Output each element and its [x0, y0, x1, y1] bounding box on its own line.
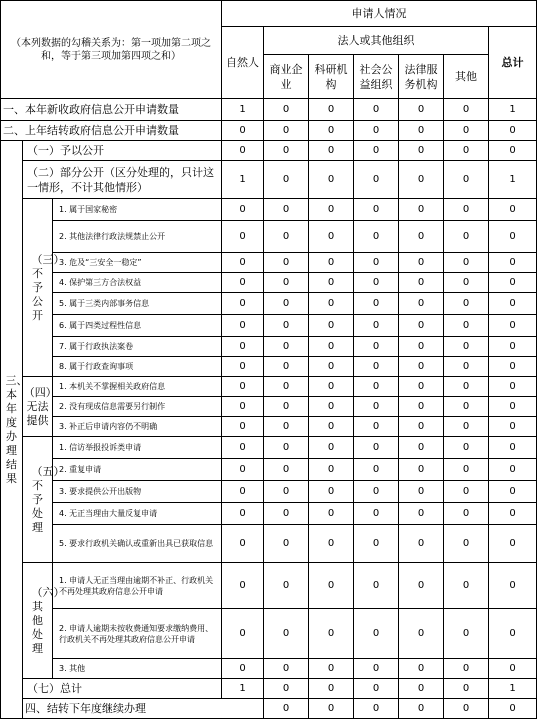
other-handling-item-row [1, 609, 537, 659]
value-cell: 0 [309, 315, 354, 337]
value-cell: 0 [444, 293, 489, 315]
item-label: 4. 保护第三方合法权益 [53, 273, 222, 293]
subtotal-row [1, 679, 537, 699]
value-cell: 0 [309, 199, 354, 221]
value-cell: 0 [489, 481, 537, 503]
value-cell: 0 [444, 437, 489, 459]
value-cell: 0 [444, 99, 489, 121]
row-label: （二）部分公开（区分处理的，只计这一情形，不计其他情形） [23, 161, 222, 199]
value-cell: 0 [264, 377, 309, 397]
value-cell: 0 [399, 503, 444, 525]
item-label: 2. 没有现成信息需要另行制作 [53, 397, 222, 417]
item-label: 7. 属于行政执法案卷 [53, 337, 222, 357]
not-handled-group-label [23, 437, 65, 563]
item-label: 6. 属于四类过程性信息 [53, 315, 222, 337]
value-cell: 0 [264, 293, 309, 315]
not-open-group-label [23, 199, 65, 377]
not-open-item-row [1, 221, 537, 253]
value-cell: 0 [444, 199, 489, 221]
value-cell: 0 [399, 337, 444, 357]
value-cell: 0 [354, 397, 399, 417]
value-cell: 0 [399, 199, 444, 221]
not-handled-item-row [1, 459, 537, 481]
applicant-header: 申请人情况 [222, 1, 537, 27]
not-handled-item-row [1, 503, 537, 525]
value-cell: 0 [309, 397, 354, 417]
value-cell: 0 [309, 99, 354, 121]
value-cell: 0 [399, 315, 444, 337]
row-label: 四、结转下年度继续办理 [23, 699, 264, 719]
row-label: （一）予以公开 [23, 141, 222, 161]
value-cell: 0 [444, 699, 489, 719]
item-label: 8. 属于行政查询事项 [53, 357, 222, 377]
value-cell: 0 [222, 525, 264, 563]
value-cell: 0 [354, 357, 399, 377]
value-cell: 0 [354, 199, 399, 221]
value-cell: 0 [309, 273, 354, 293]
value-cell: 0 [264, 315, 309, 337]
value-cell: 0 [399, 99, 444, 121]
not-handled-group-label-text: （五）不予处理 [31, 464, 65, 534]
value-cell: 0 [222, 503, 264, 525]
item-label: 1. 申请人无正当理由逾期不补正、行政机关不再处理其政府信息公开申请 [53, 563, 222, 609]
value-cell: 0 [444, 659, 489, 679]
not-open-item-row [1, 357, 537, 377]
value-cell: 0 [444, 459, 489, 481]
value-cell: 0 [399, 253, 444, 273]
value-cell: 0 [444, 253, 489, 273]
value-cell: 0 [354, 563, 399, 609]
legal-group-header: 法人或其他组织 [264, 27, 489, 55]
value-cell: 0 [444, 315, 489, 337]
value-cell: 0 [489, 659, 537, 679]
value-cell: 0 [489, 121, 537, 141]
value-cell: 0 [354, 481, 399, 503]
value-cell: 0 [354, 221, 399, 253]
value-cell: 0 [354, 679, 399, 699]
value-cell: 0 [222, 221, 264, 253]
value-cell: 0 [489, 141, 537, 161]
item-label: 2. 申请人逾期未按收费通知要求缴纳费用、行政机关不再处理其政府信息公开申请 [53, 609, 222, 659]
value-cell: 0 [264, 609, 309, 659]
value-cell: 0 [489, 417, 537, 437]
value-cell: 0 [264, 503, 309, 525]
value-cell: 0 [444, 121, 489, 141]
legal-service-header: 法律服务机构 [399, 55, 444, 99]
social-welfare-header: 社会公益组织 [354, 55, 399, 99]
value-cell: 0 [222, 659, 264, 679]
value-cell: 0 [354, 273, 399, 293]
value-cell: 0 [264, 481, 309, 503]
value-cell: 0 [222, 609, 264, 659]
value-cell: 1 [222, 99, 264, 121]
value-cell: 0 [489, 563, 537, 609]
value-cell: 0 [264, 525, 309, 563]
value-cell: 0 [354, 525, 399, 563]
value-cell: 0 [354, 417, 399, 437]
value-cell: 0 [399, 121, 444, 141]
value-cell: 0 [489, 525, 537, 563]
value-cell: 0 [399, 481, 444, 503]
value-cell: 0 [222, 315, 264, 337]
value-cell: 0 [264, 141, 309, 161]
value-cell: 0 [444, 141, 489, 161]
cannot-provide-item-row [1, 397, 537, 417]
not-handled-item-row [1, 525, 537, 563]
value-cell: 0 [309, 659, 354, 679]
value-cell: 0 [222, 253, 264, 273]
value-cell: 0 [309, 357, 354, 377]
value-cell: 0 [399, 525, 444, 563]
value-cell: 1 [489, 679, 537, 699]
value-cell: 0 [309, 437, 354, 459]
value-cell: 0 [309, 699, 354, 719]
value-cell: 0 [222, 437, 264, 459]
value-cell: 0 [264, 337, 309, 357]
value-cell: 0 [309, 609, 354, 659]
item-label: 4. 无正当理由大量反复申请 [53, 503, 222, 525]
value-cell: 0 [354, 253, 399, 273]
value-cell: 0 [264, 699, 309, 719]
column-relationship-note: （本列数据的勾稽关系为：第一项加第二项之和，等于第三项加第四项之和） [1, 1, 222, 99]
item-label: 3. 其他 [53, 659, 222, 679]
value-cell: 0 [399, 659, 444, 679]
value-cell: 0 [264, 99, 309, 121]
value-cell: 0 [354, 699, 399, 719]
value-cell: 0 [399, 609, 444, 659]
value-cell: 0 [354, 141, 399, 161]
value-cell: 0 [309, 417, 354, 437]
value-cell: 0 [309, 141, 354, 161]
value-cell: 0 [444, 357, 489, 377]
value-cell: 0 [399, 293, 444, 315]
value-cell: 0 [444, 609, 489, 659]
value-cell: 0 [222, 273, 264, 293]
value-cell: 0 [264, 273, 309, 293]
row-label: 一、本年新收政府信息公开申请数量 [1, 99, 222, 121]
other-handling-item-row [1, 659, 537, 679]
value-cell: 0 [489, 253, 537, 273]
value-cell: 0 [309, 503, 354, 525]
value-cell: 0 [489, 609, 537, 659]
value-cell: 0 [264, 161, 309, 199]
row-label: （七）总计 [23, 679, 222, 699]
value-cell: 0 [309, 253, 354, 273]
value-cell: 0 [222, 563, 264, 609]
value-cell: 0 [489, 293, 537, 315]
value-cell: 0 [354, 99, 399, 121]
value-cell: 0 [222, 397, 264, 417]
value-cell: 0 [354, 377, 399, 397]
item-label: 2. 重复申请 [53, 459, 222, 481]
value-cell: 0 [264, 253, 309, 273]
value-cell: 0 [399, 437, 444, 459]
value-cell: 0 [309, 337, 354, 357]
value-cell: 0 [489, 357, 537, 377]
value-cell: 0 [264, 397, 309, 417]
value-cell: 0 [264, 357, 309, 377]
value-cell: 0 [222, 459, 264, 481]
not-open-group-label-text: （三）不予公开 [31, 252, 65, 322]
value-cell: 0 [399, 273, 444, 293]
value-cell: 0 [399, 357, 444, 377]
value-cell: 0 [399, 397, 444, 417]
other-handling-group-label [23, 563, 65, 679]
value-cell: 0 [354, 337, 399, 357]
value-cell: 0 [444, 503, 489, 525]
value-cell: 0 [354, 459, 399, 481]
value-cell: 0 [444, 397, 489, 417]
value-cell: 0 [444, 417, 489, 437]
cannot-provide-item-row [1, 377, 537, 397]
value-cell: 0 [489, 397, 537, 417]
not-open-item-row [1, 293, 537, 315]
value-cell: 0 [444, 563, 489, 609]
value-cell: 0 [399, 459, 444, 481]
value-cell: 0 [222, 293, 264, 315]
natural-person-header: 自然人 [222, 27, 264, 99]
total-header: 总计 [489, 27, 537, 99]
value-cell: 0 [309, 161, 354, 199]
value-cell: 0 [489, 437, 537, 459]
value-cell: 0 [354, 503, 399, 525]
value-cell: 0 [264, 221, 309, 253]
value-cell: 0 [444, 273, 489, 293]
value-cell: 0 [399, 563, 444, 609]
value-cell: 0 [489, 377, 537, 397]
open-row [1, 141, 537, 161]
cannot-provide-item-row [1, 417, 537, 437]
value-cell: 0 [354, 609, 399, 659]
research-header: 科研机构 [309, 55, 354, 99]
item-label: 1. 本机关不掌握相关政府信息 [53, 377, 222, 397]
value-cell: 0 [489, 315, 537, 337]
value-cell: 0 [222, 121, 264, 141]
not-open-item-row [1, 273, 537, 293]
not-open-item-row [1, 199, 537, 221]
value-cell: 0 [264, 659, 309, 679]
results-section-label [1, 141, 28, 719]
value-cell: 0 [264, 437, 309, 459]
not-open-item-row [1, 315, 537, 337]
partial-open-row [1, 161, 537, 199]
item-label: 1. 属于国家秘密 [53, 199, 222, 221]
value-cell: 0 [222, 377, 264, 397]
value-cell: 0 [444, 221, 489, 253]
value-cell: 0 [222, 357, 264, 377]
value-cell: 0 [222, 199, 264, 221]
item-label: 2. 其他法律行政法规禁止公开 [53, 221, 222, 253]
other-handling-item-row [1, 563, 537, 609]
value-cell: 0 [222, 417, 264, 437]
value-cell: 0 [489, 699, 537, 719]
value-cell: 0 [222, 141, 264, 161]
value-cell: 0 [309, 293, 354, 315]
value-cell: 0 [309, 221, 354, 253]
value-cell: 0 [444, 337, 489, 357]
not-handled-item-row [1, 481, 537, 503]
other-handling-group-label-text: （六）其他处理 [31, 585, 65, 655]
item-label: 5. 要求行政机关确认或重新出具已获取信息 [53, 525, 222, 563]
value-cell: 0 [399, 161, 444, 199]
new-applications-row [1, 99, 537, 121]
value-cell: 0 [264, 417, 309, 437]
value-cell: 0 [489, 337, 537, 357]
value-cell: 0 [489, 503, 537, 525]
value-cell: 0 [444, 679, 489, 699]
value-cell: 0 [354, 315, 399, 337]
carryover-applications-row [1, 121, 537, 141]
not-open-item-row [1, 253, 537, 273]
value-cell: 0 [222, 481, 264, 503]
value-cell: 0 [444, 377, 489, 397]
value-cell: 0 [444, 525, 489, 563]
value-cell: 0 [489, 273, 537, 293]
value-cell: 0 [309, 563, 354, 609]
commercial-header: 商业企业 [264, 55, 309, 99]
value-cell: 0 [399, 699, 444, 719]
item-label: 3. 补正后申请内容仍不明确 [53, 417, 222, 437]
value-cell: 0 [264, 121, 309, 141]
value-cell: 0 [399, 377, 444, 397]
value-cell: 0 [309, 481, 354, 503]
value-cell: 0 [444, 161, 489, 199]
results-section-label-text: 三、本年度办理结果 [5, 373, 28, 485]
value-cell: 0 [309, 525, 354, 563]
value-cell: 0 [309, 679, 354, 699]
value-cell: 0 [309, 377, 354, 397]
value-cell: 1 [489, 99, 537, 121]
cannot-provide-group-label: （四）无法提供 [23, 377, 53, 437]
not-open-item-row [1, 337, 537, 357]
item-label: 1. 信访举报投诉类申请 [53, 437, 222, 459]
carry-forward-row [1, 699, 537, 719]
value-cell: 0 [444, 481, 489, 503]
value-cell: 0 [264, 459, 309, 481]
value-cell: 0 [354, 121, 399, 141]
value-cell: 0 [264, 199, 309, 221]
value-cell: 0 [309, 121, 354, 141]
value-cell: 0 [399, 141, 444, 161]
item-label: 3. 危及“三安全一稳定” [53, 253, 222, 273]
value-cell: 0 [309, 459, 354, 481]
value-cell: 0 [399, 679, 444, 699]
value-cell: 0 [264, 563, 309, 609]
item-label: 5. 属于三类内部事务信息 [53, 293, 222, 315]
value-cell: 0 [354, 161, 399, 199]
value-cell: 0 [399, 221, 444, 253]
value-cell: 0 [354, 437, 399, 459]
row-label: 二、上年结转政府信息公开申请数量 [1, 121, 222, 141]
value-cell: 0 [264, 679, 309, 699]
value-cell: 0 [489, 221, 537, 253]
value-cell: 0 [354, 293, 399, 315]
value-cell: 0 [399, 417, 444, 437]
value-cell: 1 [222, 679, 264, 699]
value-cell: 1 [489, 161, 537, 199]
value-cell: 1 [222, 161, 264, 199]
item-label: 3. 要求提供公开出版物 [53, 481, 222, 503]
value-cell: 0 [222, 337, 264, 357]
value-cell: 0 [489, 459, 537, 481]
other-header: 其他 [444, 55, 489, 99]
not-handled-item-row [1, 437, 537, 459]
value-cell: 0 [354, 659, 399, 679]
value-cell: 0 [489, 199, 537, 221]
